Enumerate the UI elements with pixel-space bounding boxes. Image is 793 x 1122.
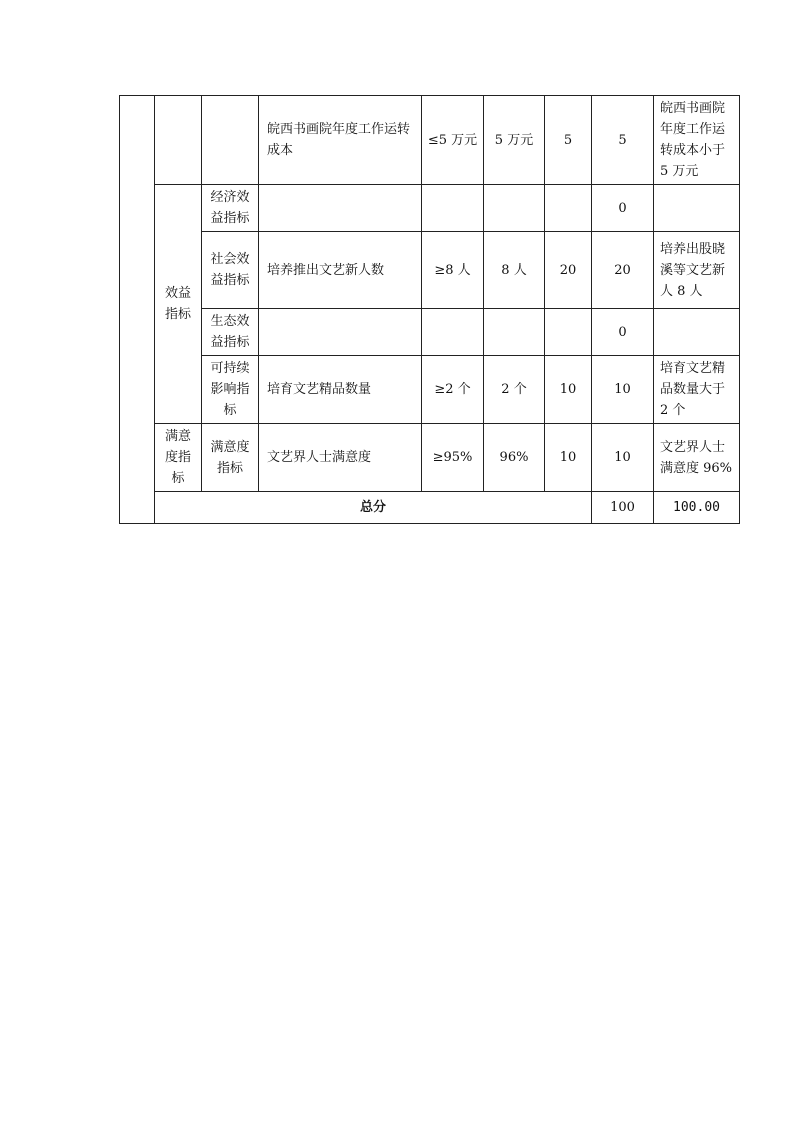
target-cell: ≥95% xyxy=(422,424,484,492)
note-cell xyxy=(654,185,740,232)
note-cell: 皖西书画院年度工作运转成本小于 5 万元 xyxy=(654,96,740,185)
score-cell: 0 xyxy=(592,309,654,356)
table-row xyxy=(120,96,740,185)
weight-cell: 10 xyxy=(545,424,592,492)
target-cell xyxy=(422,309,484,356)
weight-cell xyxy=(545,185,592,232)
weight-cell: 5 xyxy=(545,96,592,185)
category-cell-satisfaction: 满意度指标 xyxy=(155,424,202,492)
total-weight: 100 xyxy=(592,492,654,524)
actual-cell: 8 人 xyxy=(484,232,545,309)
weight-cell xyxy=(545,309,592,356)
weight-cell: 20 xyxy=(545,232,592,309)
category-cell-benefit: 效益指标 xyxy=(155,185,202,424)
table-row xyxy=(120,232,740,309)
score-cell: 0 xyxy=(592,185,654,232)
target-cell xyxy=(422,185,484,232)
target-cell: ≥2 个 xyxy=(422,356,484,424)
indicator-cell: 皖西书画院年度工作运转成本 xyxy=(259,96,422,185)
target-cell: ≤5 万元 xyxy=(422,96,484,185)
note-cell xyxy=(654,309,740,356)
table-row xyxy=(120,309,740,356)
score-cell: 10 xyxy=(592,424,654,492)
sub-category-cell: 生态效益指标 xyxy=(202,309,259,356)
performance-table xyxy=(119,95,740,524)
second-level-indicator-cell xyxy=(155,96,202,185)
table-row xyxy=(120,356,740,424)
score-cell: 5 xyxy=(592,96,654,185)
indicator-cell xyxy=(259,309,422,356)
total-row xyxy=(120,492,740,524)
sub-category-cell: 经济效益指标 xyxy=(202,185,259,232)
sub-category-cell: 满意度指标 xyxy=(202,424,259,492)
sub-category-cell: 可持续影响指标 xyxy=(202,356,259,424)
score-cell: 10 xyxy=(592,356,654,424)
table-row xyxy=(120,424,740,492)
indicator-cell: 培养推出文艺新人数 xyxy=(259,232,422,309)
first-level-indicator-cell xyxy=(120,96,155,524)
note-cell: 培育文艺精品数量大于 2 个 xyxy=(654,356,740,424)
actual-cell: 2 个 xyxy=(484,356,545,424)
actual-cell xyxy=(484,185,545,232)
total-score: 100.00 xyxy=(654,492,740,524)
total-label: 总分 xyxy=(155,492,592,524)
actual-cell xyxy=(484,309,545,356)
indicator-cell: 培育文艺精品数量 xyxy=(259,356,422,424)
actual-cell: 96% xyxy=(484,424,545,492)
sub-category-cell: 社会效益指标 xyxy=(202,232,259,309)
target-cell: ≥8 人 xyxy=(422,232,484,309)
table-row xyxy=(120,185,740,232)
indicator-cell: 文艺界人士满意度 xyxy=(259,424,422,492)
indicator-cell xyxy=(259,185,422,232)
note-cell: 培养出股晓溪等文艺新人 8 人 xyxy=(654,232,740,309)
score-cell: 20 xyxy=(592,232,654,309)
actual-cell: 5 万元 xyxy=(484,96,545,185)
weight-cell: 10 xyxy=(545,356,592,424)
third-level-indicator-cell xyxy=(202,96,259,185)
note-cell: 文艺界人士满意度 96% xyxy=(654,424,740,492)
